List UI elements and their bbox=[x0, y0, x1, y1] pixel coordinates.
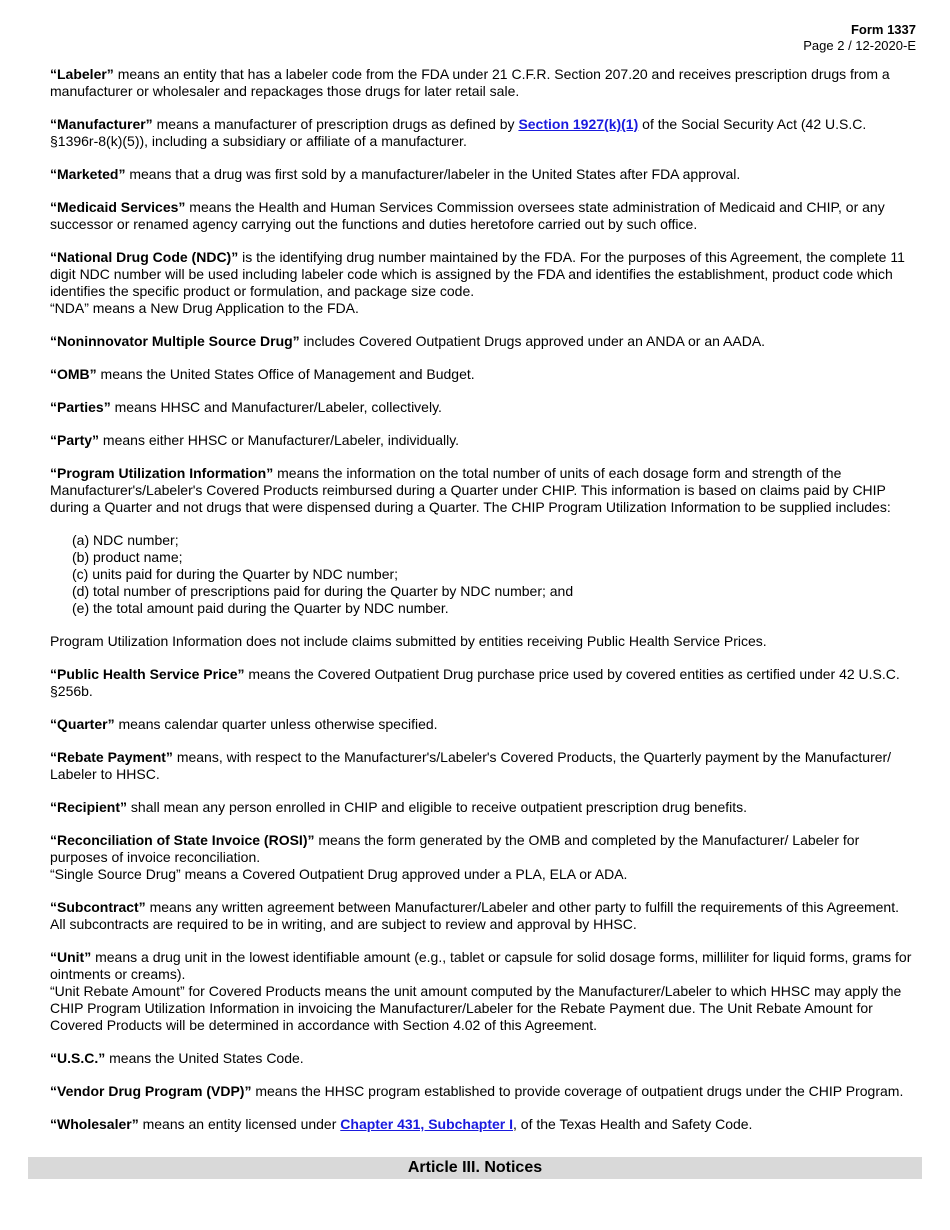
list-item: (e) the total amount paid during the Quarter by NDC number. bbox=[72, 600, 449, 616]
definition-marketed bbox=[50, 166, 915, 183]
definition-quarter bbox=[50, 716, 915, 733]
term-medicaid-services: “Medicaid Services” bbox=[50, 199, 186, 215]
definition-manufacturer bbox=[50, 116, 915, 150]
definition-text: means the United States Office of Management and Budget. bbox=[96, 366, 475, 382]
term-manufacturer: “Manufacturer” bbox=[50, 116, 153, 132]
definition-text: means a drug unit in the lowest identifiable amount (e.g., tablet or capsule for solid dosage forms, milliliter for liquid forms, grams for ointments or creams). bbox=[50, 949, 912, 982]
definition-text: means, with respect to the Manufacturer's/Labeler's Covered Products, the Quarterly payment by the Manufacturer/ Labeler to HHSC. bbox=[50, 749, 892, 782]
definition-text: includes Covered Outpatient Drugs approved under an ANDA or an AADA. bbox=[299, 333, 766, 349]
term-unit: “Unit” bbox=[50, 949, 92, 965]
term-program-utilization: “Program Utilization Information” bbox=[50, 465, 274, 481]
definition-wholesaler bbox=[50, 1116, 915, 1133]
term-wholesaler: “Wholesaler” bbox=[50, 1116, 139, 1132]
definition-text: means the HHSC program established to provide coverage of outpatient drugs under the CHIP Program. bbox=[251, 1083, 904, 1099]
definition-subcontract bbox=[50, 899, 915, 933]
term-subcontract: “Subcontract” bbox=[50, 899, 146, 915]
term-omb: “OMB” bbox=[50, 366, 97, 382]
list-item: (d) total number of prescriptions paid for during the Quarter by NDC number; and bbox=[72, 583, 574, 599]
definition-unit-rebate-amount: “Unit Rebate Amount” for Covered Products means the unit amount computed by the Manufacturer/Labeler to which HHSC may apply the CHIP Program Utilization Information in invoicing the Manufacturer/Labeler for the Rebate Payment due. The Unit Rebate Amount for Covered Products will be determined in accordance with Section 4.02 of this Agreement. bbox=[50, 983, 902, 1033]
page-header bbox=[803, 22, 916, 54]
definition-text: means HHSC and Manufacturer/Labeler, collectively. bbox=[110, 399, 442, 415]
definition-parties bbox=[50, 399, 915, 416]
definition-text: , of the Texas Health and Safety Code. bbox=[513, 1116, 753, 1132]
definition-text: means either HHSC or Manufacturer/Labeler, individually. bbox=[99, 432, 460, 448]
definitions-content bbox=[50, 66, 915, 1149]
list-item: (a) NDC number; bbox=[72, 532, 179, 548]
definition-text: means the information on the total number of units of each dosage form and strength of the Manufacturer's/Labeler's Covered Products reimbursed during a Quarter under CHIP. This information is based on claims paid by CHIP during a Quarter and not drugs that were dispensed during a Quarter. The CHIP Program Utilization Information to be supplied includes: bbox=[50, 465, 891, 515]
definition-rosi bbox=[50, 832, 915, 883]
definition-recipient bbox=[50, 799, 915, 816]
definition-text: means that a drug was first sold by a manufacturer/labeler in the United States after FDA approval. bbox=[125, 166, 741, 182]
definition-text: means the Health and Human Services Commission oversees state administration of Medicaid and CHIP, or any successor or renamed agency carrying out the functions and duties heretofore carried out by such office. bbox=[50, 199, 885, 232]
utilization-items-list bbox=[72, 532, 915, 617]
definition-unit bbox=[50, 949, 915, 1034]
definition-labeler bbox=[50, 66, 915, 100]
term-recipient: “Recipient” bbox=[50, 799, 128, 815]
definition-ndc bbox=[50, 249, 915, 317]
definition-vdp bbox=[50, 1083, 915, 1100]
term-quarter: “Quarter” bbox=[50, 716, 115, 732]
term-ndc: “National Drug Code (NDC)” bbox=[50, 249, 239, 265]
definition-noninnovator bbox=[50, 333, 915, 350]
definition-text: means a manufacturer of prescription drugs as defined by bbox=[152, 116, 519, 132]
term-noninnovator: “Noninnovator Multiple Source Drug” bbox=[50, 333, 300, 349]
term-parties: “Parties” bbox=[50, 399, 111, 415]
term-vdp: “Vendor Drug Program (VDP)” bbox=[50, 1083, 252, 1099]
definition-single-source: “Single Source Drug” means a Covered Outpatient Drug approved under a PLA, ELA or ADA. bbox=[50, 866, 628, 882]
term-party: “Party” bbox=[50, 432, 100, 448]
definition-program-utilization bbox=[50, 465, 915, 516]
definition-omb bbox=[50, 366, 915, 383]
section-1927-link[interactable]: Section 1927(k)(1) bbox=[518, 116, 639, 132]
term-phs-price: “Public Health Service Price” bbox=[50, 666, 245, 682]
list-item: (b) product name; bbox=[72, 549, 183, 565]
chapter-431-link[interactable]: Chapter 431, Subchapter I bbox=[340, 1116, 513, 1132]
section-heading: Article III. Notices bbox=[407, 1159, 543, 1176]
definition-usc bbox=[50, 1050, 915, 1067]
definition-text: means the United States Code. bbox=[105, 1050, 304, 1066]
definition-text: means calendar quarter unless otherwise specified. bbox=[114, 716, 438, 732]
definition-text: is the identifying drug number maintained by the FDA. For the purposes of this Agreement, the complete 11 digit NDC number will be used including labeler code which is assigned by the FDA and identifies the establishment, product code which identifies the specific product or formulation, and package size code. bbox=[50, 249, 905, 299]
definition-text: means an entity licensed under bbox=[138, 1116, 341, 1132]
term-rebate-payment: “Rebate Payment” bbox=[50, 749, 173, 765]
definition-text: of the Social Security Act (42 U.S.C. §1396r-8(k)(5)), including a subsidiary or affiliate of a manufacturer. bbox=[50, 116, 867, 149]
term-marketed: “Marketed” bbox=[50, 166, 126, 182]
term-rosi: “Reconciliation of State Invoice (ROSI)” bbox=[50, 832, 315, 848]
definition-medicaid-services bbox=[50, 199, 915, 233]
form-number: Form 1337 bbox=[850, 22, 916, 37]
term-usc: “U.S.C.” bbox=[50, 1050, 106, 1066]
definition-rebate-payment bbox=[50, 749, 915, 783]
definition-text: means the Covered Outpatient Drug purchase price used by covered entities as certified under 42 U.S.C. §256b. bbox=[50, 666, 900, 699]
definition-text: means any written agreement between Manufacturer/Labeler and other party to fulfill the requirements of this Agreement. All subcontracts are required to be in writing, and are subject to review and approval by HHSC. bbox=[50, 899, 899, 932]
definition-text: means an entity that has a labeler code from the FDA under 21 C.F.R. Section 207.20 and receives prescription drugs from a manufacturer or wholesaler and repackages those drugs for later retail sale. bbox=[50, 66, 890, 99]
section-heading-bar bbox=[28, 1157, 922, 1179]
definition-nda: “NDA” means a New Drug Application to the FDA. bbox=[50, 300, 359, 316]
definition-party bbox=[50, 432, 915, 449]
term-labeler: “Labeler” bbox=[50, 66, 114, 82]
page-info: Page 2 / 12-2020-E bbox=[803, 38, 916, 53]
definition-text: means the form generated by the OMB and completed by the Manufacturer/ Labeler for purposes of invoice reconciliation. bbox=[50, 832, 860, 865]
definition-phs-price bbox=[50, 666, 915, 700]
utilization-note: Program Utilization Information does not include claims submitted by entities receiving Public Health Service Prices. bbox=[50, 633, 767, 649]
definition-text: shall mean any person enrolled in CHIP and eligible to receive outpatient prescription drug benefits. bbox=[127, 799, 748, 815]
list-item: (c) units paid for during the Quarter by NDC number; bbox=[72, 566, 399, 582]
